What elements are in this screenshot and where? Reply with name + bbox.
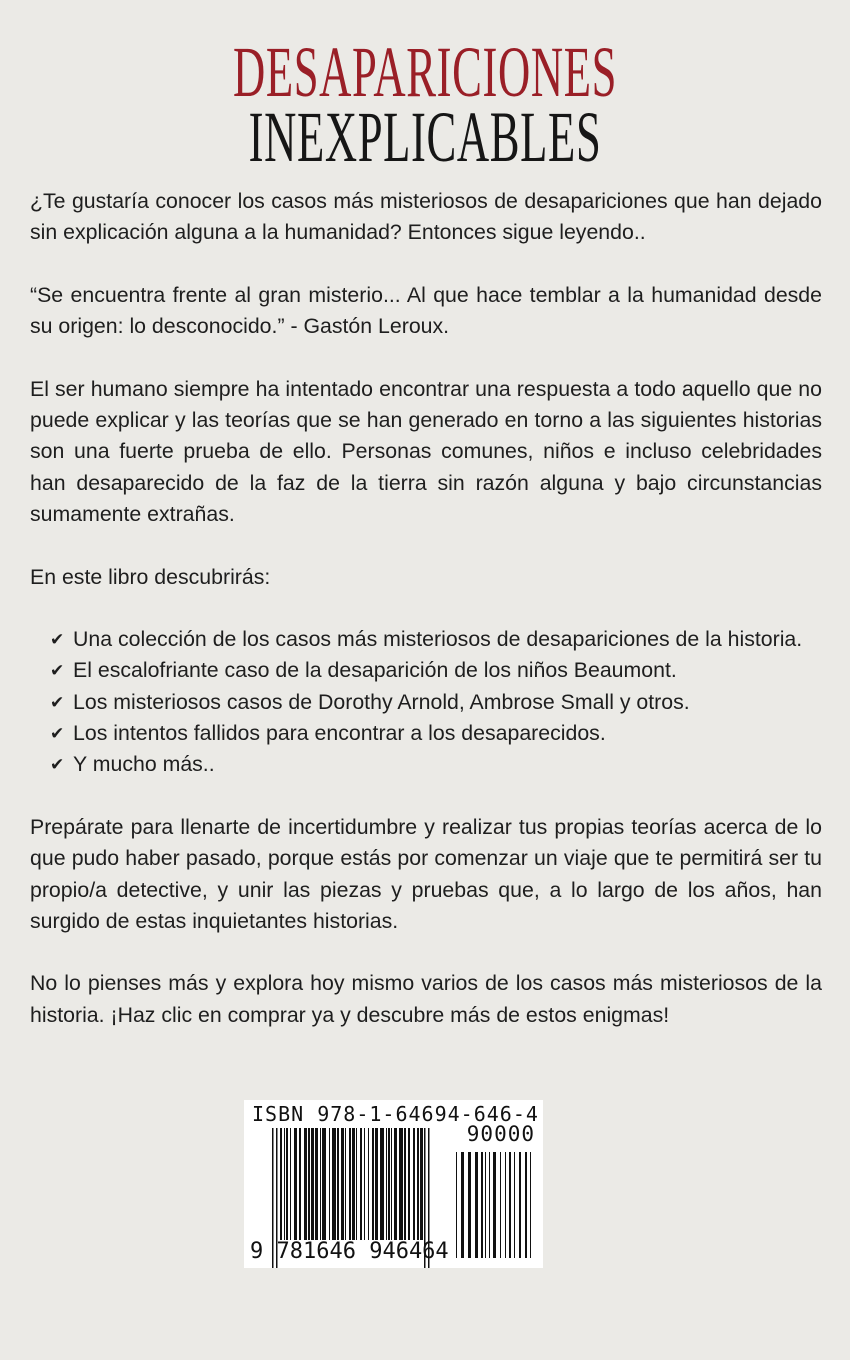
- barcode-bar: [509, 1152, 511, 1258]
- barcode-bar: [386, 1128, 387, 1240]
- barcode-bar: [320, 1128, 321, 1240]
- barcode-bar: [413, 1128, 415, 1240]
- barcode-bar: [530, 1152, 531, 1258]
- list-item: [50, 624, 822, 655]
- barcode-bar: [394, 1128, 397, 1240]
- barcode-number: 9 781646 946464: [250, 1239, 449, 1264]
- list-intro: En este libro descubrirás:: [30, 564, 271, 589]
- check-icon: ✔: [50, 661, 65, 681]
- barcode-bar: [420, 1128, 423, 1240]
- barcode-bar: [329, 1128, 330, 1240]
- barcode-bar: [525, 1152, 527, 1258]
- barcode-bar: [388, 1128, 390, 1240]
- barcode-bar: [356, 1128, 357, 1240]
- check-icon: ✔: [50, 755, 65, 775]
- list-item-text: Y mucho más..: [73, 752, 215, 777]
- barcode-bar: [408, 1128, 410, 1240]
- quote-paragraph: “Se encuentra frente al gran misterio... Al que hace temblar a la humanidad desde su origen: lo desconocido.” - Gastón Leroux.: [30, 282, 822, 339]
- barcode-bar: [280, 1128, 282, 1240]
- list-item: [50, 718, 822, 749]
- barcode-bar: [456, 1152, 457, 1258]
- barcode-bar: [294, 1128, 297, 1240]
- list-item: [50, 655, 822, 686]
- barcode-bar: [404, 1128, 406, 1240]
- barcode-bar: [352, 1128, 355, 1240]
- check-icon: ✔: [50, 692, 65, 712]
- barcode-bar: [360, 1128, 362, 1240]
- barcode-bar: [380, 1128, 384, 1240]
- barcode-bar: [290, 1128, 291, 1240]
- list-item: [50, 749, 822, 780]
- barcode-bar: [341, 1128, 344, 1240]
- barcode-bar: [337, 1128, 339, 1240]
- barcode-bar: [299, 1128, 301, 1240]
- barcode-bar: [304, 1128, 307, 1240]
- barcode-bar: [481, 1152, 483, 1258]
- barcode-bar: [322, 1128, 326, 1240]
- barcode-bar: [311, 1128, 314, 1240]
- barcode-bar: [461, 1152, 464, 1258]
- barcode-bar: [345, 1128, 346, 1240]
- barcode-bar: [489, 1152, 490, 1258]
- barcode-bar: [500, 1152, 501, 1258]
- barcode-bar: [519, 1152, 521, 1258]
- list-item-text: El escalofriante caso de la desaparición de los niños Beaumont.: [73, 658, 677, 683]
- barcode-bar: [372, 1128, 374, 1240]
- title-line-2: INEXPLICABLES: [248, 97, 602, 177]
- back-cover-text: [30, 186, 822, 1062]
- barcode-bar: [475, 1152, 478, 1258]
- barcode-bar: [286, 1128, 288, 1240]
- price-code: 90000: [466, 1122, 535, 1146]
- isbn-barcode: [244, 1100, 543, 1268]
- barcode-bar: [468, 1152, 471, 1258]
- barcode-bar: [364, 1128, 365, 1240]
- check-icon: ✔: [50, 724, 65, 744]
- barcode-bar: [368, 1128, 369, 1240]
- list-item-text: Los misteriosos casos de Dorothy Arnold, Ambrose Small y otros.: [73, 689, 690, 714]
- call-to-action: No lo pienses más y explora hoy mismo varios de los casos más misteriosos de la historia. ¡Haz clic en comprar ya y descubre más de estos enigmas!: [30, 971, 822, 1027]
- barcode-bar: [349, 1128, 351, 1240]
- list-item-text: Una colección de los casos más misteriosos de desapariciones de la historia.: [73, 627, 803, 652]
- description-paragraph: El ser humano siempre ha intentado encontrar una respuesta a todo aquello que no puede explicar y las teorías que se han generado en torno a las siguientes historias son una fuerte prueba de ello. Personas comunes, niños e incluso celebridades han desaparecido de la faz de la tierra sin razón alguna y bajo circunstancias sumamente extrañas.: [30, 376, 822, 526]
- feature-list: [30, 624, 822, 780]
- barcode-bar: [514, 1152, 515, 1258]
- barcode-bar: [485, 1152, 486, 1258]
- list-item: [50, 687, 822, 718]
- barcode-bar: [399, 1128, 403, 1240]
- barcode-bar: [308, 1128, 310, 1240]
- check-icon: ✔: [50, 630, 65, 650]
- barcode-bar: [505, 1152, 506, 1258]
- intro-paragraph: ¿Te gustaría conocer los casos más misteriosos de desapariciones que han dejado sin explicación alguna a la humanidad? Entonces sigue leyendo..: [30, 189, 822, 245]
- barcode-bar: [284, 1128, 285, 1240]
- barcode-bar: [391, 1128, 392, 1240]
- list-item-text: Los intentos fallidos para encontrar a los desaparecidos.: [73, 721, 606, 746]
- isbn-text: ISBN 978-1-64694-646-4: [252, 1102, 539, 1126]
- barcode-bar: [375, 1128, 378, 1240]
- barcode-bar: [493, 1152, 496, 1258]
- closing-paragraph: Prepárate para llenarte de incertidumbre y realizar tus propias teorías acerca de lo que pudo haber pasado, porque estás por comenzar un viaje que te permitirá ser tu propio/a detective, y unir las piezas y pruebas que, a lo largo de los años, han surgido de estas inquietantes historias.: [30, 814, 822, 933]
- title-line-1: DESAPARICIONES: [232, 32, 618, 112]
- barcode-bar: [315, 1128, 318, 1240]
- barcode-bar: [332, 1128, 336, 1240]
- barcode-bar: [417, 1128, 419, 1240]
